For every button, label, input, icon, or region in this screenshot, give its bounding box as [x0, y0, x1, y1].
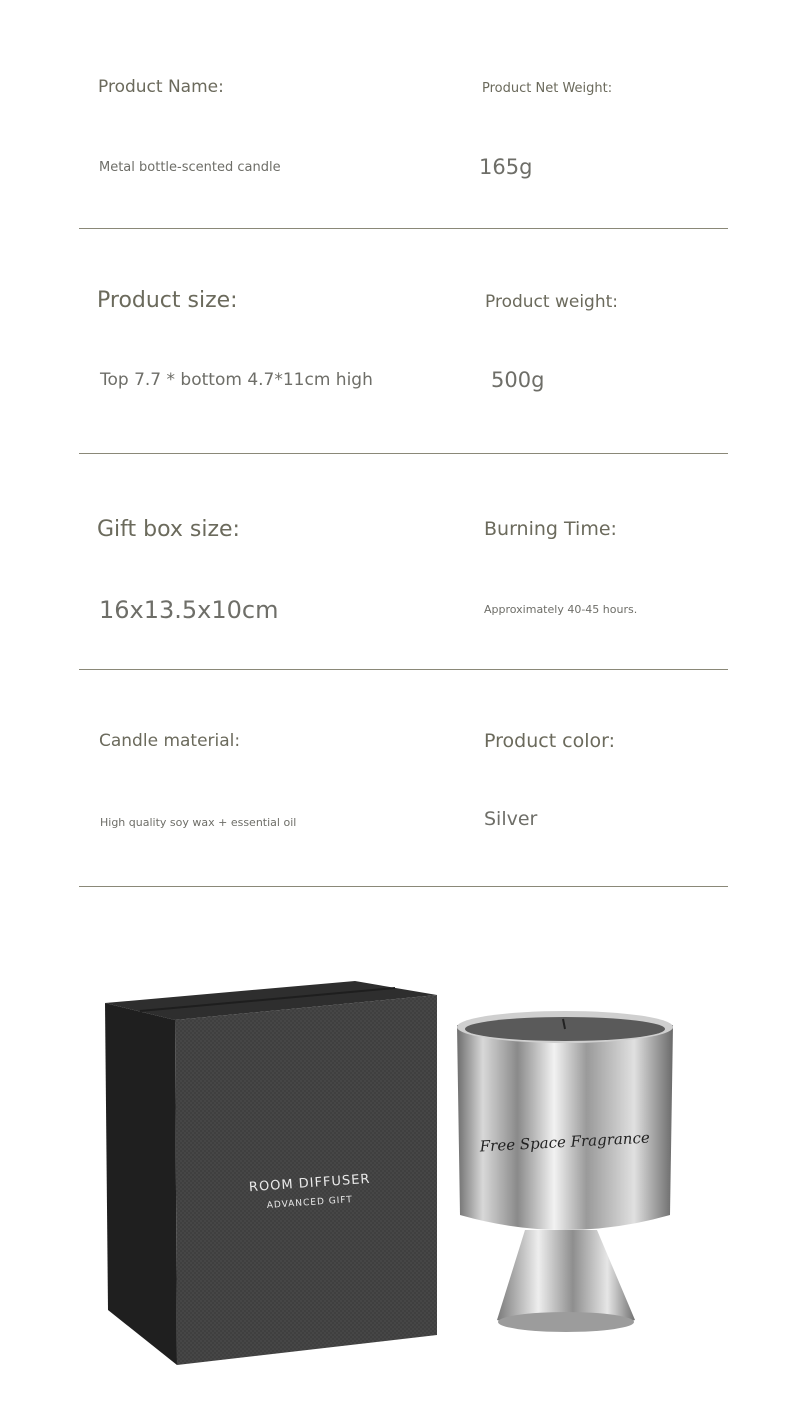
jar-label-text: Free Space Fragrance	[479, 1128, 651, 1156]
product-size-label: Product size:	[97, 288, 238, 313]
net-weight-value: 165g	[479, 155, 533, 179]
divider	[79, 669, 728, 670]
burning-time-label: Burning Time:	[484, 518, 617, 540]
product-name-value: Metal bottle-scented candle	[99, 160, 281, 175]
net-weight-label: Product Net Weight:	[482, 81, 613, 96]
box-subtitle-text: ADVANCED GIFT	[266, 1195, 354, 1212]
product-image	[95, 975, 685, 1375]
product-weight-label: Product weight:	[485, 292, 618, 312]
product-size-value: Top 7.7 * bottom 4.7*11cm high	[100, 370, 373, 390]
product-weight-value: 500g	[491, 368, 545, 392]
product-name-label: Product Name:	[98, 77, 224, 97]
gift-box	[105, 981, 437, 1365]
box-title-text: ROOM DIFFUSER	[248, 1171, 371, 1196]
candle-jar	[457, 1011, 673, 1332]
gift-box-size-label: Gift box size:	[97, 517, 240, 542]
divider	[79, 886, 728, 887]
candle-material-value: High quality soy wax + essential oil	[100, 816, 297, 829]
gift-box-size-value: 16x13.5x10cm	[99, 596, 279, 624]
product-color-label: Product color:	[484, 730, 616, 752]
burning-time-value: Approximately 40-45 hours.	[484, 603, 638, 616]
divider	[79, 228, 728, 229]
divider	[79, 453, 728, 454]
product-color-value: Silver	[484, 808, 538, 830]
candle-material-label: Candle material:	[99, 731, 241, 751]
